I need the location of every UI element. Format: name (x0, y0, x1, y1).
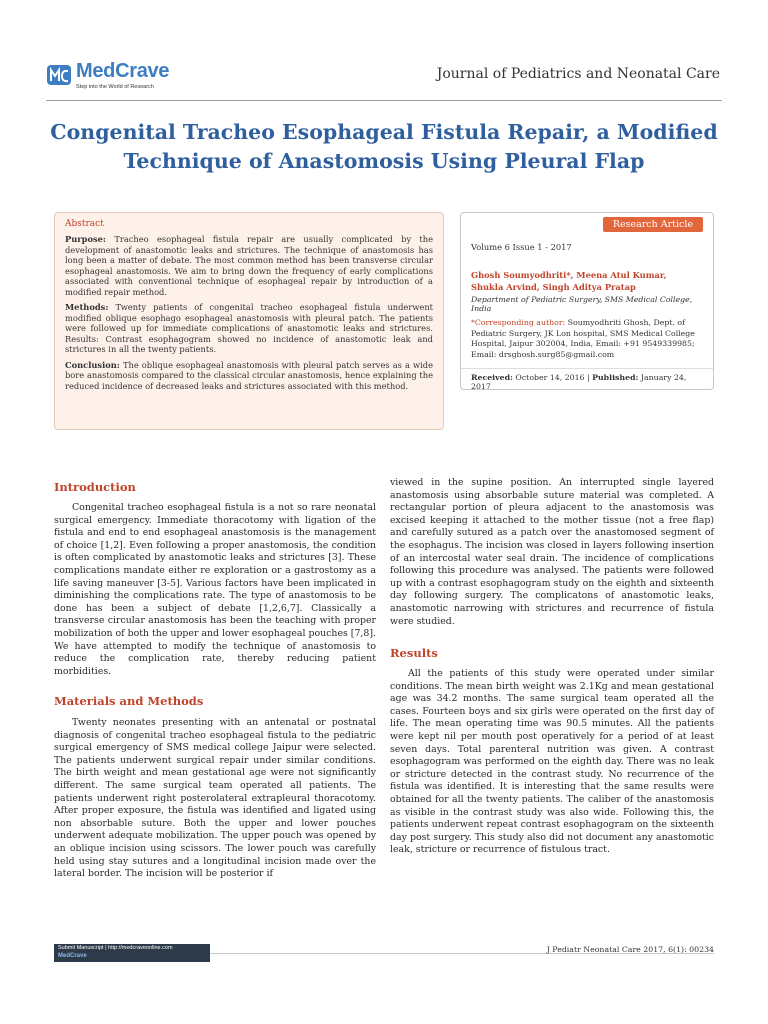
methods-continued-paragraph: viewed in the supine position. An interrupted single layered anastomosis using absorbable suture material was completed. A rectangular portion of pleura adjacent to the anastomosis was excised keeping it attached to the mother tissue (not a free flap) and carefully sutured as a patch over the anastomosed segment of the esophagus. The incision was closed in layers following insertion of an intercostal water seal drain. The incidence of complications following this procedure was analysed. The patients were followed up with a contrast esophagogram study on the eighth and sixteenth day following surgery. The complicatons of anastomotic leaks, anastomotic narrowing with strictures and recurrence of fistula were studied. (390, 477, 714, 627)
brand-name: MedCrave (76, 60, 170, 82)
corr-text: Soumyodhriti Ghosh, Dept. of Pediatric Surgery, JK Lon hospital, SMS Medical College Hospital, Jaipur 302004, India, Email: +91 9549339985; Email: (471, 318, 695, 359)
department: Department of Pediatric Surgery, SMS Medical College, India (471, 295, 693, 313)
received-date: October 14, 2016 (515, 373, 585, 382)
title-line-1: Congenital Tracheo Esophageal Fistula Repair, a Modified (50, 120, 718, 144)
authors-line-1: Ghosh Soumyodhriti*, Meena Atul Kumar, (471, 270, 667, 280)
title-line-2: Technique of Anastomosis Using Pleural Flap (123, 149, 645, 173)
abstract-conclusion (65, 360, 433, 392)
abstract-methods (65, 302, 433, 355)
results-heading: Results (390, 646, 438, 660)
corr-email-link[interactable]: drsghosh.surg85@gmail.com (498, 349, 615, 359)
methods-label: Methods: (65, 302, 109, 312)
results-body (390, 668, 714, 857)
received-label: Received: (471, 373, 513, 382)
column2-continued (390, 477, 714, 628)
introduction-heading: Introduction (54, 480, 136, 494)
article-info-box (460, 212, 714, 390)
methods-paragraph: Twenty neonates presenting with an antenatal or postnatal diagnosis of congenital tracheo esophageal fistula to the pediatric surgical emergency of SMS medical college Jaipur were selected. The patients underwent surgical repair under similar conditions. The birth weight and mean gestational age were not significantly different. The same surgical team operated all patients. The patients underwent right posterolateral extrapleural thoracotomy. After proper exposure, the fistula was identified and ligated using non absorbable suture. Both the upper and lower pouches underwent adequate mobilization. The upper pouch was opened by an oblique incision using scissors. The lower pouch was carefully held using stay sutures and a longitudinal incision made over the lateral border. The incision will be posterior if (54, 717, 376, 880)
published-label: Published: (592, 373, 639, 382)
authors-line-2: Shukla Arvind, Singh Aditya Pratap (471, 282, 636, 292)
medcrave-logo-icon (46, 62, 72, 88)
methods-heading: Materials and Methods (54, 694, 204, 708)
introduction-body (54, 502, 376, 678)
footer-citation: J Pediatr Neonatal Care 2017, 6(1): 00234 (546, 945, 714, 954)
methods-body (54, 717, 376, 881)
header-divider (46, 100, 722, 101)
introduction-paragraph: Congenital tracheo esophageal fistula is a not so rare neonatal surgical emergency. Immediate thoracotomy with ligation of the fistula and end to end esophageal anastomosis is the management of choice [1,2]. Even following a proper anastomosis, the condition is often complicated by anastomotic leaks and strictures [3]. These complications mandate either re exploration or a gastrostomy as a life saving maneuver [3-5]. Various factors have been implicated in diminishing the complications rate. The type of anastomosis to be done has been a subject of debate [1,2,6,7]. Classically a transverse circular anastomosis has been the teaching with proper mobilization of both the upper and lower esophageal pouches [7,8]. We have attempted to modify the technique of anastomosis to reduce the complication rate, thereby reducing patient morbidities. (54, 502, 376, 677)
volume-issue: Volume 6 Issue 1 - 2017 (471, 242, 572, 252)
abstract-purpose (65, 234, 433, 297)
submit-manuscript-link[interactable]: Submit Manuscript | http://medcraveonline.com (58, 945, 173, 951)
journal-name: Journal of Pediatrics and Neonatal Care (436, 66, 720, 82)
medcrave-logo[interactable] (46, 60, 196, 94)
results-paragraph: All the patients of this study were operated under similar conditions. The mean birth weight was 2.1Kg and mean gestational age was 34.2 months. The same surgical team operated all the cases. Fourteen boys and six girls were operated on the first day of life. The mean operating time was 90.5 minutes. All the patients were kept nil per mouth post operatively for a period of at least seven days. Total parenteral nutrition was given. A contrast esophagogram was performed on the eighth day. There was no leak or stricture detected in the contrast study. No recurrence of the fistula was identified. It is interesting that the same results were obtained for all the twenty patients. The caliber of the anastomosis as visible in the contrast study was also wide. Following this, the patients underwent repeat contrast esophagogram on the sixteenth day post surgery. This study also did not document any anastomotic leak, stricture or recurrence of fistulous tract. (390, 668, 714, 856)
corr-label: *Corresponding author: (471, 318, 566, 327)
authors (471, 269, 705, 293)
article-type-badge: Research Article (603, 217, 703, 232)
abstract-heading: Abstract (65, 219, 104, 229)
methods-text: Twenty patients of congenital tracheo esophageal fistula underwent modified oblique esophago esophageal anastomosis with pleural patch. The patients were followed up for immediate complications of anastomotic leaks and strictures. Results: Contrast esophagogram showed no incidence of anastomotic leak and strictures in all the twenty patients. (65, 302, 434, 354)
conclusion-text: The oblique esophageal anastomosis with pleural patch serves as a wide bore anastomosis compared to the classical circular anastomosis, hence explaining the reduced incidence of decreased leaks and strictures associated with this method. (65, 359, 433, 391)
purpose-text: Tracheo esophageal fistula repair are usually complicated by the development of anastomotic leaks and strictures. The technique of anastomosis has long been a matter of debate. The most common method has been transverse circular esophageal anastomosis. We aim to bring down the frequency of early complications associated with conventional technique of esophageal repair by introduction of a modified repair method. (65, 234, 434, 297)
abstract-box (54, 212, 444, 430)
published-date: January 24, 2017 (471, 373, 687, 391)
brand-tagline: Step into the World of Research (76, 84, 154, 90)
article-title (40, 118, 728, 176)
purpose-label: Purpose: (65, 234, 106, 244)
conclusion-label: Conclusion: (65, 359, 120, 370)
footer-brand: MedCrave (58, 953, 87, 959)
article-dates: Received: October 14, 2016 | Published: January 24, 2017 (461, 368, 713, 391)
corresponding-author (471, 318, 707, 360)
